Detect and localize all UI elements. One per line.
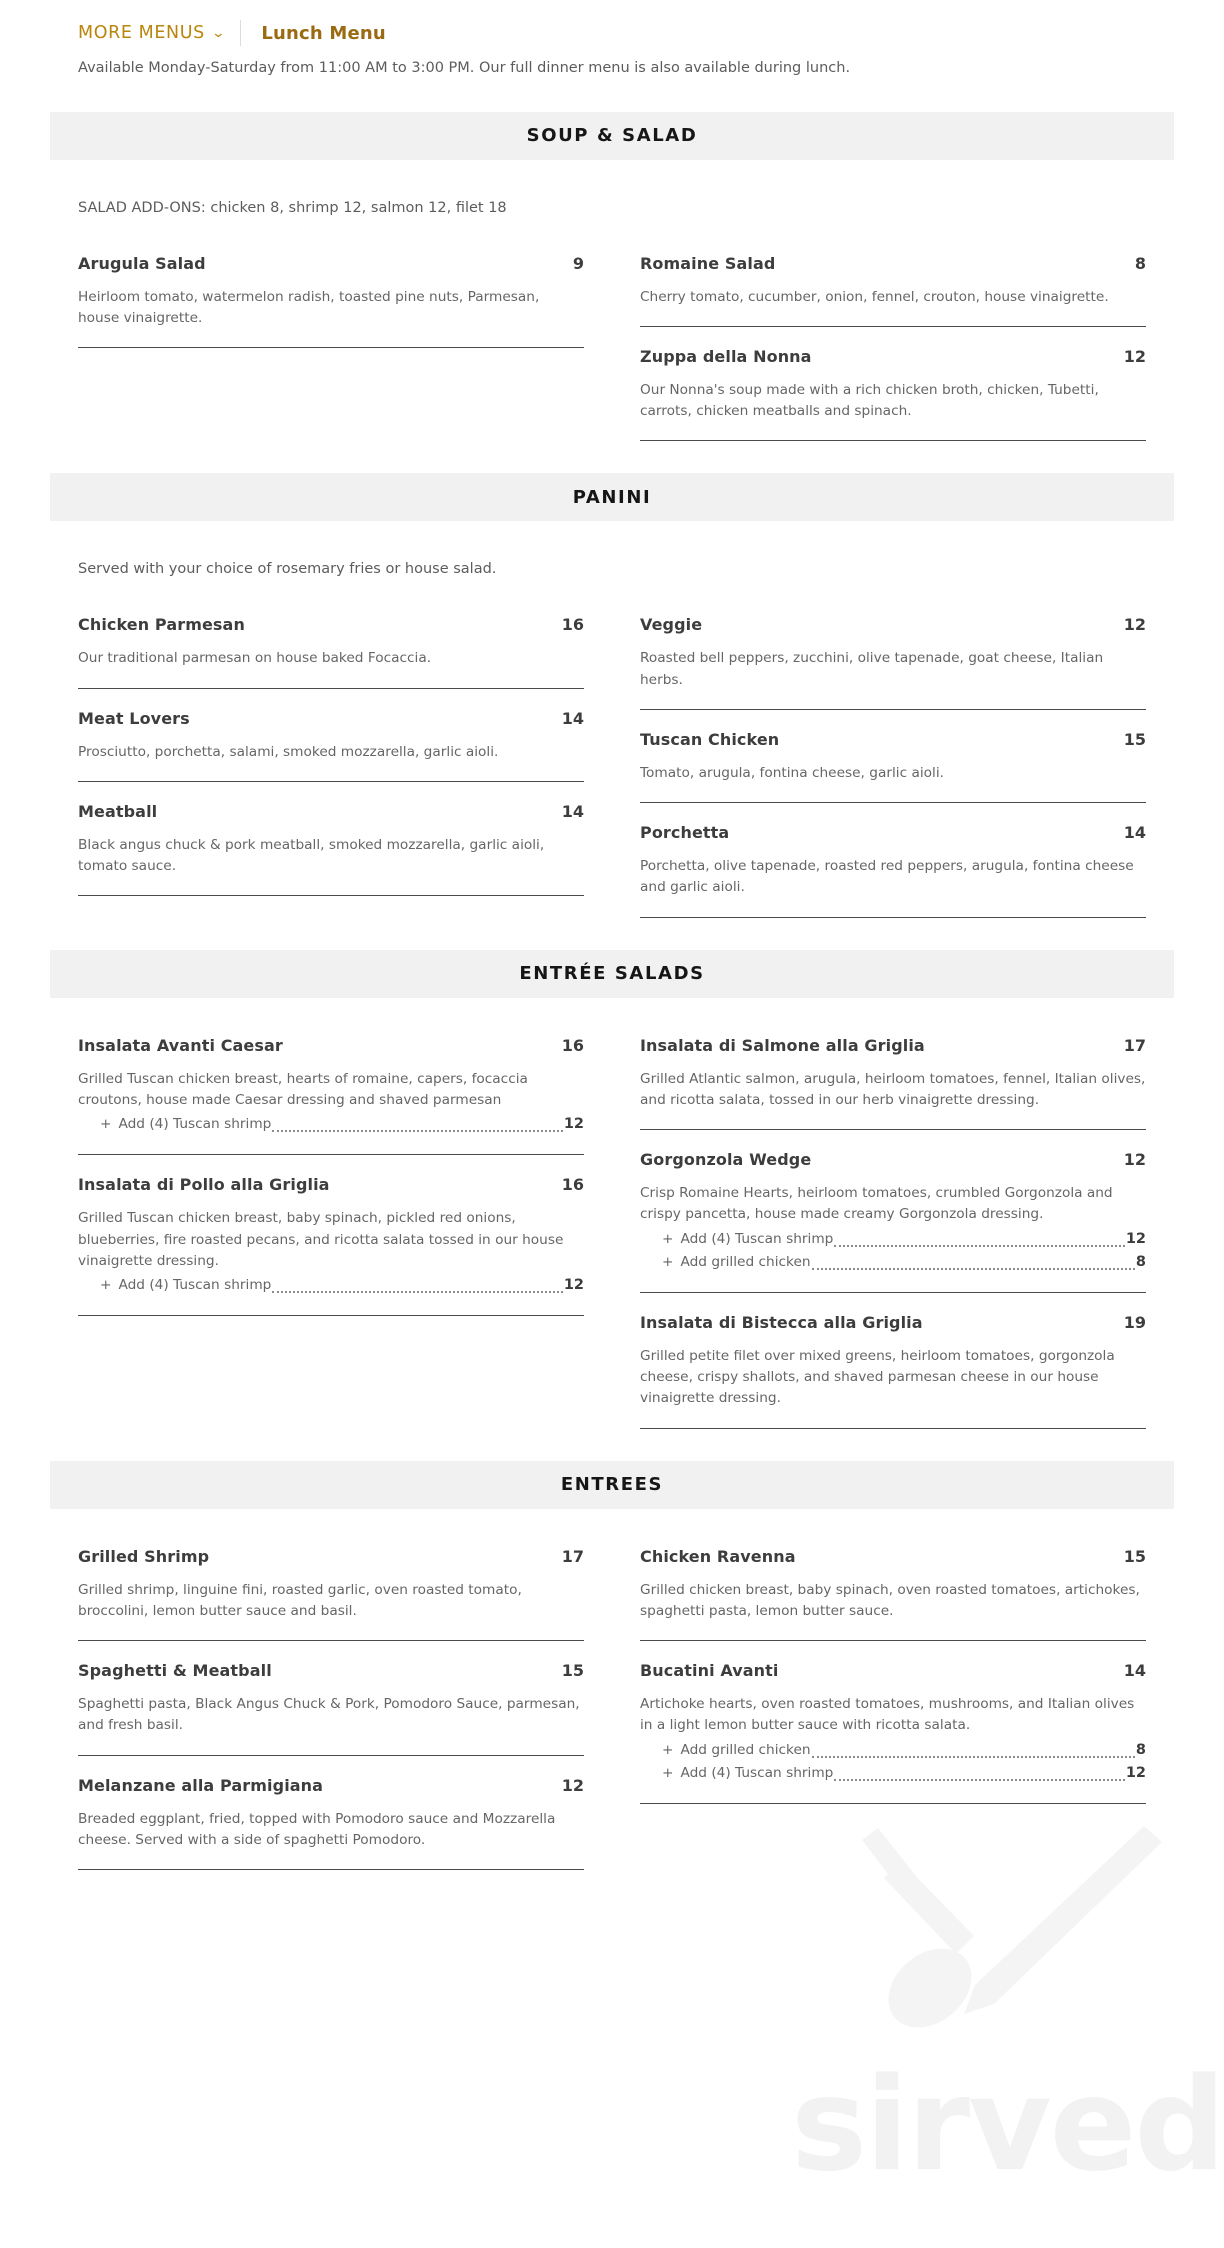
section-header bbox=[50, 950, 1174, 998]
menu-item-name: Insalata di Salmone alla Griglia bbox=[640, 1035, 925, 1055]
menu-item bbox=[78, 782, 584, 896]
menu-item-price: 15 bbox=[1123, 729, 1146, 749]
menu-item-header bbox=[640, 254, 1146, 273]
menu-item-description: Cherry tomato, cucumber, onion, fennel, crouton, house vinaigrette. bbox=[640, 288, 1109, 305]
menu-item-description: Black angus chuck & pork meatball, smoked mozzarella, garlic aioli, tomato sauce. bbox=[78, 836, 545, 875]
menu-item-description: Our traditional parmesan on house baked Focaccia. bbox=[78, 650, 432, 667]
menu-item-description: Breaded eggplant, fried, topped with Pomodoro sauce and Mozzarella cheese. Served with a side of spaghetti Pomodoro. bbox=[78, 1810, 556, 1848]
menu-item-addons bbox=[78, 1274, 584, 1297]
menu-column-right bbox=[612, 595, 1174, 917]
menu-item bbox=[78, 1756, 584, 1870]
menu-item-description: Grilled Tuscan chicken breast, hearts of romaine, capers, focaccia croutons, house made Caesar dressing and shaved parmesan bbox=[78, 1070, 528, 1108]
menu-sections bbox=[0, 112, 1224, 1870]
menu-item-header bbox=[78, 1661, 584, 1680]
addon-label: Add (4) Tuscan shrimp bbox=[118, 1277, 272, 1294]
menu-item-price: 14 bbox=[1123, 1661, 1146, 1681]
menu-item bbox=[78, 1016, 584, 1156]
current-menu-label: Lunch Menu bbox=[261, 22, 386, 44]
menu-item-price: 16 bbox=[561, 615, 584, 635]
plus-icon: + bbox=[662, 1230, 674, 1247]
menu-item bbox=[78, 234, 584, 348]
menu-item-header bbox=[78, 1175, 584, 1194]
menu-item-price: 14 bbox=[561, 708, 584, 728]
section-title: ENTRÉE SALADS bbox=[519, 963, 705, 985]
menu-item-price: 12 bbox=[561, 1775, 584, 1795]
addon-price: 12 bbox=[563, 1116, 584, 1133]
section-columns bbox=[0, 234, 1224, 442]
menu-item-addons bbox=[78, 1113, 584, 1136]
menu-column-right bbox=[612, 1527, 1174, 1870]
menu-section bbox=[0, 473, 1224, 917]
menu-item-header bbox=[640, 1036, 1146, 1055]
menu-item-description: Prosciutto, porchetta, salami, smoked mozzarella, garlic aioli. bbox=[78, 743, 499, 760]
addon-price: 12 bbox=[1125, 1764, 1146, 1781]
menu-item-name: Meatball bbox=[78, 801, 158, 821]
menu-column-left bbox=[50, 1016, 612, 1429]
more-menus-label: MORE MENUS bbox=[78, 23, 205, 43]
menu-item-price: 19 bbox=[1123, 1312, 1146, 1332]
menu-item-header bbox=[78, 1547, 584, 1566]
menu-item-price: 16 bbox=[561, 1175, 584, 1195]
menu-item-price: 12 bbox=[1123, 615, 1146, 635]
menu-column-left bbox=[50, 234, 612, 442]
addon-label: Add (4) Tuscan shrimp bbox=[680, 1230, 834, 1247]
addon-price: 12 bbox=[1125, 1230, 1146, 1247]
section-header bbox=[50, 473, 1174, 521]
addon-row bbox=[78, 1274, 584, 1297]
menu-item-header bbox=[640, 615, 1146, 634]
dot-leader bbox=[812, 1268, 1135, 1270]
addon-row bbox=[640, 1762, 1146, 1785]
menu-section bbox=[0, 950, 1224, 1429]
menu-item-description: Crisp Romaine Hearts, heirloom tomatoes, crumbled Gorgonzola and crispy pancetta, house made creamy Gorgonzola dressing. bbox=[640, 1185, 1113, 1223]
menu-item-price: 15 bbox=[561, 1661, 584, 1681]
menu-item bbox=[78, 689, 584, 782]
section-columns bbox=[0, 1016, 1224, 1429]
menu-item-description: Grilled shrimp, linguine fini, roasted garlic, oven roasted tomato, broccolini, lemon butter sauce and basil. bbox=[78, 1581, 522, 1619]
menu-item-name: Insalata Avanti Caesar bbox=[78, 1035, 283, 1055]
menu-item-header bbox=[640, 730, 1146, 749]
dot-leader bbox=[834, 1779, 1124, 1781]
menu-item-header bbox=[640, 1661, 1146, 1680]
menu-item bbox=[640, 595, 1146, 709]
plus-icon: + bbox=[662, 1741, 674, 1758]
menu-item bbox=[640, 1641, 1146, 1804]
menu-item-header bbox=[640, 347, 1146, 366]
dot-leader bbox=[272, 1291, 562, 1293]
menu-item-description: Artichoke hearts, oven roasted tomatoes, mushrooms, and Italian olives in a light lemon butter sauce with ricotta salata. bbox=[640, 1696, 1135, 1734]
dot-leader bbox=[812, 1756, 1135, 1758]
menu-item-description: Heirloom tomato, watermelon radish, toasted pine nuts, Parmesan, house vinaigrette. bbox=[78, 288, 540, 326]
menu-item-name: Arugula Salad bbox=[78, 253, 206, 273]
menu-item-description: Tomato, arugula, fontina cheese, garlic aioli. bbox=[640, 764, 944, 781]
menu-item-price: 12 bbox=[1123, 346, 1146, 366]
section-header bbox=[50, 1461, 1174, 1509]
addon-label: Add (4) Tuscan shrimp bbox=[680, 1765, 834, 1782]
addon-row bbox=[640, 1739, 1146, 1762]
more-menus-dropdown[interactable] bbox=[78, 23, 227, 43]
menu-item bbox=[640, 1293, 1146, 1429]
section-columns bbox=[0, 595, 1224, 917]
menu-item-name: Gorgonzola Wedge bbox=[640, 1150, 812, 1170]
menu-item-name: Spaghetti & Meatball bbox=[78, 1661, 272, 1681]
menu-item bbox=[640, 1130, 1146, 1293]
menu-item-header bbox=[640, 823, 1146, 842]
menu-column-right bbox=[612, 1016, 1174, 1429]
plus-icon: + bbox=[662, 1254, 674, 1271]
section-title: ENTREES bbox=[560, 1474, 664, 1496]
menu-item bbox=[640, 1527, 1146, 1641]
section-title: SOUP & SALAD bbox=[526, 125, 698, 147]
menu-item-description: Roasted bell peppers, zucchini, olive tapenade, goat cheese, Italian herbs. bbox=[640, 650, 1104, 688]
menu-item-name: Tuscan Chicken bbox=[640, 729, 780, 749]
section-note: Served with your choice of rosemary fries or house salad. bbox=[78, 561, 497, 578]
menu-item-addons bbox=[640, 1739, 1146, 1785]
availability-note: Available Monday-Saturday from 11:00 AM to 3:00 PM. Our full dinner menu is also available during lunch. bbox=[78, 60, 851, 76]
section-header bbox=[50, 112, 1174, 160]
dot-leader bbox=[272, 1130, 562, 1132]
menu-item-price: 17 bbox=[1123, 1035, 1146, 1055]
menu-column-left bbox=[50, 1527, 612, 1870]
menu-item-name: Romaine Salad bbox=[640, 253, 776, 273]
menu-item-name: Zuppa della Nonna bbox=[640, 346, 812, 366]
menu-item bbox=[640, 327, 1146, 441]
menu-item bbox=[78, 1155, 584, 1316]
addon-price: 8 bbox=[1135, 1741, 1146, 1758]
menu-item-name: Melanzane alla Parmigiana bbox=[78, 1775, 324, 1795]
menu-item-header bbox=[640, 1150, 1146, 1169]
menu-item-header bbox=[78, 1776, 584, 1795]
menu-item bbox=[640, 803, 1146, 917]
plus-icon: + bbox=[100, 1116, 112, 1133]
menu-item bbox=[78, 1527, 584, 1641]
menu-item-name: Chicken Ravenna bbox=[640, 1546, 796, 1566]
section-title: PANINI bbox=[572, 486, 652, 508]
section-note: SALAD ADD-ONS: chicken 8, shrimp 12, salmon 12, filet 18 bbox=[78, 199, 507, 216]
addon-row bbox=[640, 1228, 1146, 1251]
menu-column-left bbox=[50, 595, 612, 917]
menu-item-price: 12 bbox=[1123, 1150, 1146, 1170]
menu-nav-bar bbox=[0, 0, 1224, 44]
menu-item-price: 14 bbox=[1123, 823, 1146, 843]
menu-item-name: Grilled Shrimp bbox=[78, 1546, 210, 1566]
menu-item-name: Chicken Parmesan bbox=[78, 615, 245, 635]
menu-item-header bbox=[78, 615, 584, 634]
menu-item-price: 14 bbox=[561, 801, 584, 821]
menu-item-price: 17 bbox=[561, 1546, 584, 1566]
addon-price: 12 bbox=[563, 1276, 584, 1293]
menu-item bbox=[640, 710, 1146, 803]
menu-section bbox=[0, 112, 1224, 442]
menu-item-description: Grilled Atlantic salmon, arugula, heirloom tomatoes, fennel, Italian olives, and ricotta salata, tossed in our herb vinaigrette dressing. bbox=[640, 1070, 1146, 1108]
menu-section bbox=[0, 1461, 1224, 1870]
menu-item-description: Grilled chicken breast, baby spinach, oven roasted tomatoes, artichokes, spaghetti pasta, lemon butter sauce. bbox=[640, 1581, 1140, 1619]
addon-label: Add (4) Tuscan shrimp bbox=[118, 1116, 272, 1133]
plus-icon: + bbox=[662, 1765, 674, 1782]
menu-item-name: Veggie bbox=[640, 615, 703, 635]
addon-label: Add grilled chicken bbox=[680, 1254, 811, 1271]
menu-item bbox=[640, 1016, 1146, 1130]
menu-item bbox=[78, 595, 584, 688]
watermark-label: sirved bbox=[790, 2051, 1224, 2200]
addon-label: Add grilled chicken bbox=[680, 1741, 811, 1758]
menu-item-price: 8 bbox=[1134, 253, 1146, 273]
menu-item-header bbox=[640, 1547, 1146, 1566]
menu-column-right bbox=[612, 234, 1174, 442]
menu-item bbox=[640, 234, 1146, 327]
menu-item-name: Insalata di Pollo alla Griglia bbox=[78, 1175, 330, 1195]
menu-item-header bbox=[78, 709, 584, 728]
menu-item-name: Porchetta bbox=[640, 823, 730, 843]
menu-item-description: Spaghetti pasta, Black Angus Chuck & Pork, Pomodoro Sauce, parmesan, and fresh basil. bbox=[78, 1696, 580, 1734]
menu-item-header bbox=[78, 802, 584, 821]
addon-price: 8 bbox=[1135, 1253, 1146, 1270]
menu-item-price: 16 bbox=[561, 1035, 584, 1055]
menu-item-header bbox=[78, 254, 584, 273]
menu-item-description: Porchetta, olive tapenade, roasted red peppers, arugula, fontina cheese and garlic aioli. bbox=[640, 858, 1134, 896]
menu-item-header bbox=[640, 1313, 1146, 1332]
menu-item-name: Meat Lovers bbox=[78, 708, 190, 728]
menu-item-header bbox=[78, 1036, 584, 1055]
menu-item-description: Grilled Tuscan chicken breast, baby spinach, pickled red onions, blueberries, fire roasted pecans, and ricotta salata tossed in our house vinaigrette dressing. bbox=[78, 1210, 564, 1269]
menu-item bbox=[78, 1641, 584, 1755]
menu-item-name: Insalata di Bistecca alla Griglia bbox=[640, 1312, 923, 1332]
menu-item-description: Grilled petite filet over mixed greens, heirloom tomatoes, gorgonzola cheese, crispy shallots, and shaved parmesan cheese in our house vinaigrette dressing. bbox=[640, 1347, 1115, 1407]
menu-item-price: 9 bbox=[572, 253, 584, 273]
menu-item-price: 15 bbox=[1123, 1546, 1146, 1566]
nav-divider bbox=[240, 20, 241, 46]
section-columns bbox=[0, 1527, 1224, 1870]
plus-icon: + bbox=[100, 1277, 112, 1294]
menu-item-name: Bucatini Avanti bbox=[640, 1661, 779, 1681]
addon-row bbox=[640, 1251, 1146, 1274]
addon-row bbox=[78, 1113, 584, 1136]
menu-item-addons bbox=[640, 1228, 1146, 1274]
dot-leader bbox=[834, 1245, 1124, 1247]
menu-item-description: Our Nonna's soup made with a rich chicken broth, chicken, Tubetti, carrots, chicken meatballs and spinach. bbox=[640, 381, 1099, 420]
chevron-down-icon: ⌄ bbox=[211, 25, 227, 41]
